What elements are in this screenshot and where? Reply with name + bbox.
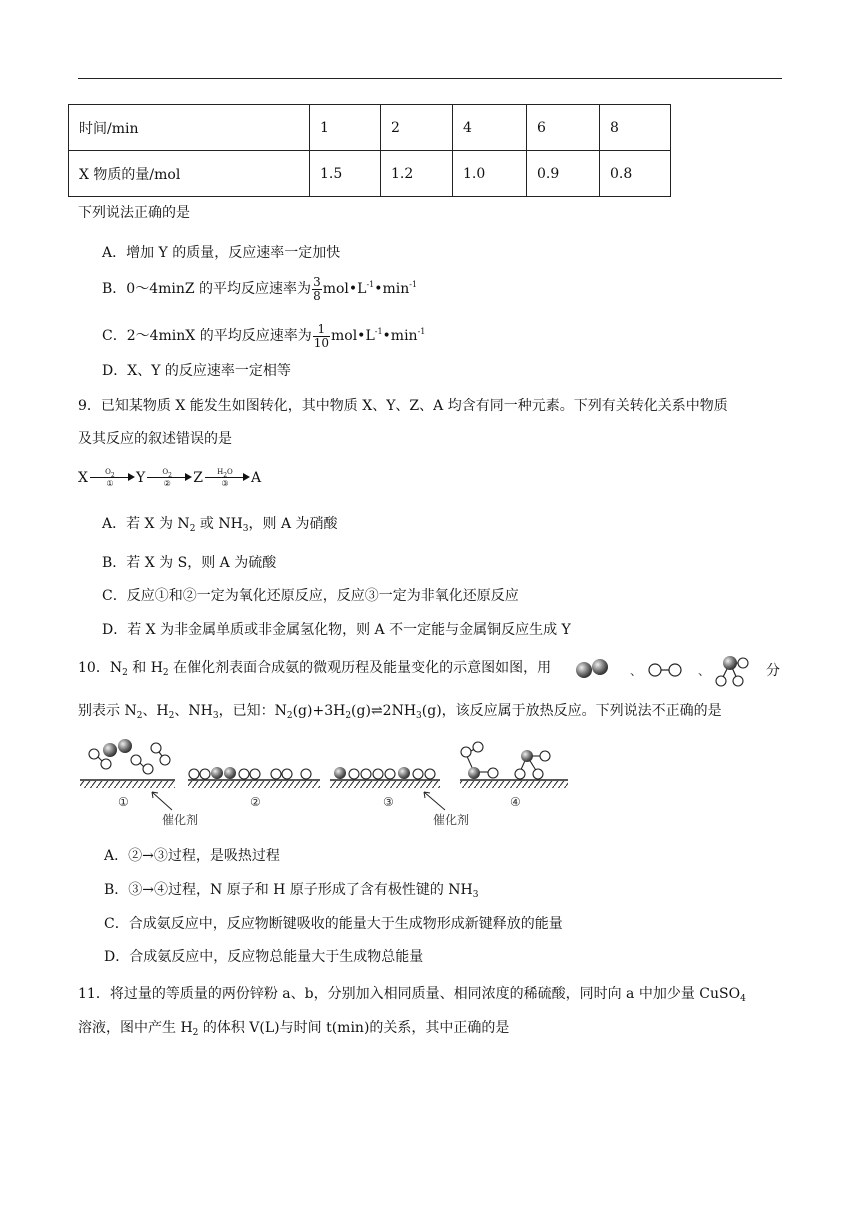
table-cell: 6 <box>527 105 600 151</box>
legend-separator: 、 <box>698 664 711 678</box>
q8-option-d: D．X、Y 的反应速率一定相等 <box>102 363 291 379</box>
q9-option-c: C．反应①和②一定为氧化还原反应，反应③一定为非氧化还原反应 <box>102 588 519 604</box>
catalyst-label: 催化剂 <box>162 813 199 827</box>
q10-text: 别表示 N <box>78 703 137 719</box>
n2-molecule-icon <box>576 659 608 678</box>
q9-a-text: 或 NH <box>195 516 243 532</box>
step-label: ③ <box>383 795 394 809</box>
q10-option-a: A．②→③过程，是吸热过程 <box>104 848 280 864</box>
table-cell: 0.9 <box>527 151 600 197</box>
data-table <box>68 104 671 197</box>
fraction-numerator: 3 <box>313 274 321 289</box>
q8-c-text: C．2～4minX 的平均反应速率为 <box>102 328 312 344</box>
reagent-sub: 2 <box>168 472 172 479</box>
q8-option-b <box>102 275 417 303</box>
table-cell: 1.2 <box>381 151 453 197</box>
q8-stem: 下列说法正确的是 <box>78 205 190 221</box>
subscript: 3 <box>242 524 249 534</box>
q8-b-fraction <box>312 276 322 303</box>
table-cell: 4 <box>453 105 527 151</box>
legend-fen: 分 <box>766 663 780 679</box>
step-1-molecules <box>89 739 170 774</box>
q10-text: (g) <box>351 703 371 719</box>
table-cell: 1 <box>310 105 381 151</box>
legend-separator: 、 <box>630 664 643 678</box>
unit-min: •min <box>382 328 418 344</box>
q10-b-text: B．③→④过程，N 原子和 H 原子形成了含有极性键的 NH <box>104 882 473 898</box>
unit-exp: -1 <box>374 327 383 336</box>
catalyst-pointer-1 <box>152 792 172 810</box>
reagent-sub: 2 <box>110 472 115 479</box>
subscript: 3 <box>212 711 219 721</box>
table-cell: 时间/min <box>69 105 310 151</box>
subscript: 2 <box>162 668 169 678</box>
step-2-molecules <box>189 767 311 779</box>
q11-text: 溶液，图中产生 H <box>78 1020 193 1036</box>
unit-mol: mol•L <box>322 281 367 297</box>
step-label: ④ <box>510 795 521 809</box>
table-row <box>69 105 671 151</box>
q10-text: 10．N <box>78 660 123 676</box>
reagent-sub: 2 <box>223 472 228 479</box>
species-y: Y <box>135 470 146 486</box>
q8-c-fraction <box>313 323 330 350</box>
q11-stem-line1 <box>78 984 746 1009</box>
q10-text: (g)，该反应属于放热反应。下列说法不正确的是 <box>421 703 722 719</box>
unit-exp: -1 <box>409 280 418 289</box>
q9-stem-line2: 及其反应的叙述错误的是 <box>78 431 232 447</box>
q10-option-d: D．合成氨反应中，反应物总能量大于生成物总能量 <box>104 949 424 965</box>
subscript: 2 <box>345 711 352 721</box>
q10-stem-line2 <box>78 701 722 726</box>
header-rule <box>78 78 782 79</box>
catalyst-mechanism-figure <box>80 738 580 830</box>
q9-option-a <box>102 514 338 539</box>
reagent-o2: O <box>105 468 111 476</box>
species-z: Z <box>193 470 203 486</box>
step-label: ① <box>106 479 114 488</box>
subscript: 2 <box>192 1028 199 1038</box>
q9-a-text: A．若 X 为 N <box>102 516 190 532</box>
equilibrium-arrow: ⇌ <box>370 703 383 719</box>
q10-text: 和 H <box>127 660 163 676</box>
q10-text: 2NH <box>382 703 417 719</box>
reaction-arrow-2 <box>147 468 191 488</box>
step-label: ② <box>250 795 261 809</box>
reagent-h2o-tail: O <box>227 468 233 476</box>
reagent-h2o: H <box>217 468 224 476</box>
q10-text: ，已知：N <box>218 703 287 719</box>
q9-stem-line1: 9．已知某物质 X 能发生如图转化，其中物质 X、Y、Z、A 均含有同一种元素。下列有关转化关系中物质 <box>78 398 728 414</box>
unit-exp: -1 <box>417 327 426 336</box>
molecule-legend <box>570 650 790 690</box>
table-cell: 1.5 <box>310 151 381 197</box>
table-cell: 8 <box>600 105 671 151</box>
q11-text: 的体积 V(L)与时间 t(min)的关系，其中正确的是 <box>198 1020 510 1036</box>
q10-option-c: C．合成氨反应中，反应物断键吸收的能量大于生成物形成新键释放的能量 <box>104 916 563 932</box>
q9-option-d: D．若 X 为非金属单质或非金属氢化物，则 A 不一定能与金属铜反应生成 Y <box>102 622 571 638</box>
reaction-arrow-1 <box>90 468 134 488</box>
catalyst-surface <box>80 780 568 788</box>
species-a: A <box>250 470 262 486</box>
subscript: 4 <box>740 994 746 1004</box>
q10-text: 、NH <box>174 703 213 719</box>
table-row <box>69 151 671 197</box>
q9-scheme <box>78 468 261 488</box>
reagent-o2: O <box>162 468 169 476</box>
q8-b-text: B．0～4minZ 的平均反应速率为 <box>102 281 312 297</box>
table-cell: 2 <box>381 105 453 151</box>
nh3-molecule-icon <box>716 656 748 686</box>
step-3-atoms <box>334 767 435 779</box>
q10-text: (g)+3H <box>292 703 346 719</box>
species-x: X <box>78 470 88 486</box>
q11-text: 11．将过量的等质量的两份锌粉 a、b，分别加入相同质量、相同浓度的稀硫酸，同时向 a 中加少量 CuSO <box>78 986 741 1002</box>
subscript: 2 <box>286 711 293 721</box>
q8-option-c <box>102 322 425 350</box>
q10-option-b <box>104 880 478 905</box>
subscript: 2 <box>122 668 128 678</box>
step-label: ③ <box>221 479 229 488</box>
fraction-denominator: 10 <box>313 335 329 350</box>
subscript: 2 <box>168 711 175 721</box>
q10-text: 、H <box>142 703 169 719</box>
table-cell: X 物质的量/mol <box>69 151 310 197</box>
q10-stem-line1 <box>78 658 551 683</box>
fraction-numerator: 1 <box>313 323 330 337</box>
unit-mol: mol•L <box>331 328 375 344</box>
unit-min: •min <box>374 281 410 297</box>
q8-option-a: A．增加 Y 的质量，反应速率一定加快 <box>102 245 341 261</box>
h2-molecule-icon <box>649 664 681 676</box>
subscript: 2 <box>136 711 143 721</box>
q9-a-text: ，则 A 为硝酸 <box>248 516 338 532</box>
q9-option-b: B．若 X 为 S，则 A 为硫酸 <box>102 555 277 571</box>
q10-text: 在催化剂表面合成氨的微观历程及能量变化的示意图如图，用 <box>168 660 552 676</box>
table-cell: 0.8 <box>600 151 671 197</box>
step-label: ② <box>163 479 171 488</box>
fraction-denominator: 8 <box>313 288 321 303</box>
catalyst-label: 催化剂 <box>433 813 470 827</box>
catalyst-pointer-2 <box>424 792 445 810</box>
reaction-arrow-3 <box>205 468 249 488</box>
step-label: ① <box>118 795 129 809</box>
step-4-ammonia <box>461 742 550 779</box>
subscript: 3 <box>472 890 479 900</box>
q11-stem-line2 <box>78 1018 509 1043</box>
subscript: 2 <box>189 524 196 534</box>
subscript: 3 <box>416 711 422 721</box>
unit-exp: -1 <box>366 280 375 289</box>
table-cell: 1.0 <box>453 151 527 197</box>
